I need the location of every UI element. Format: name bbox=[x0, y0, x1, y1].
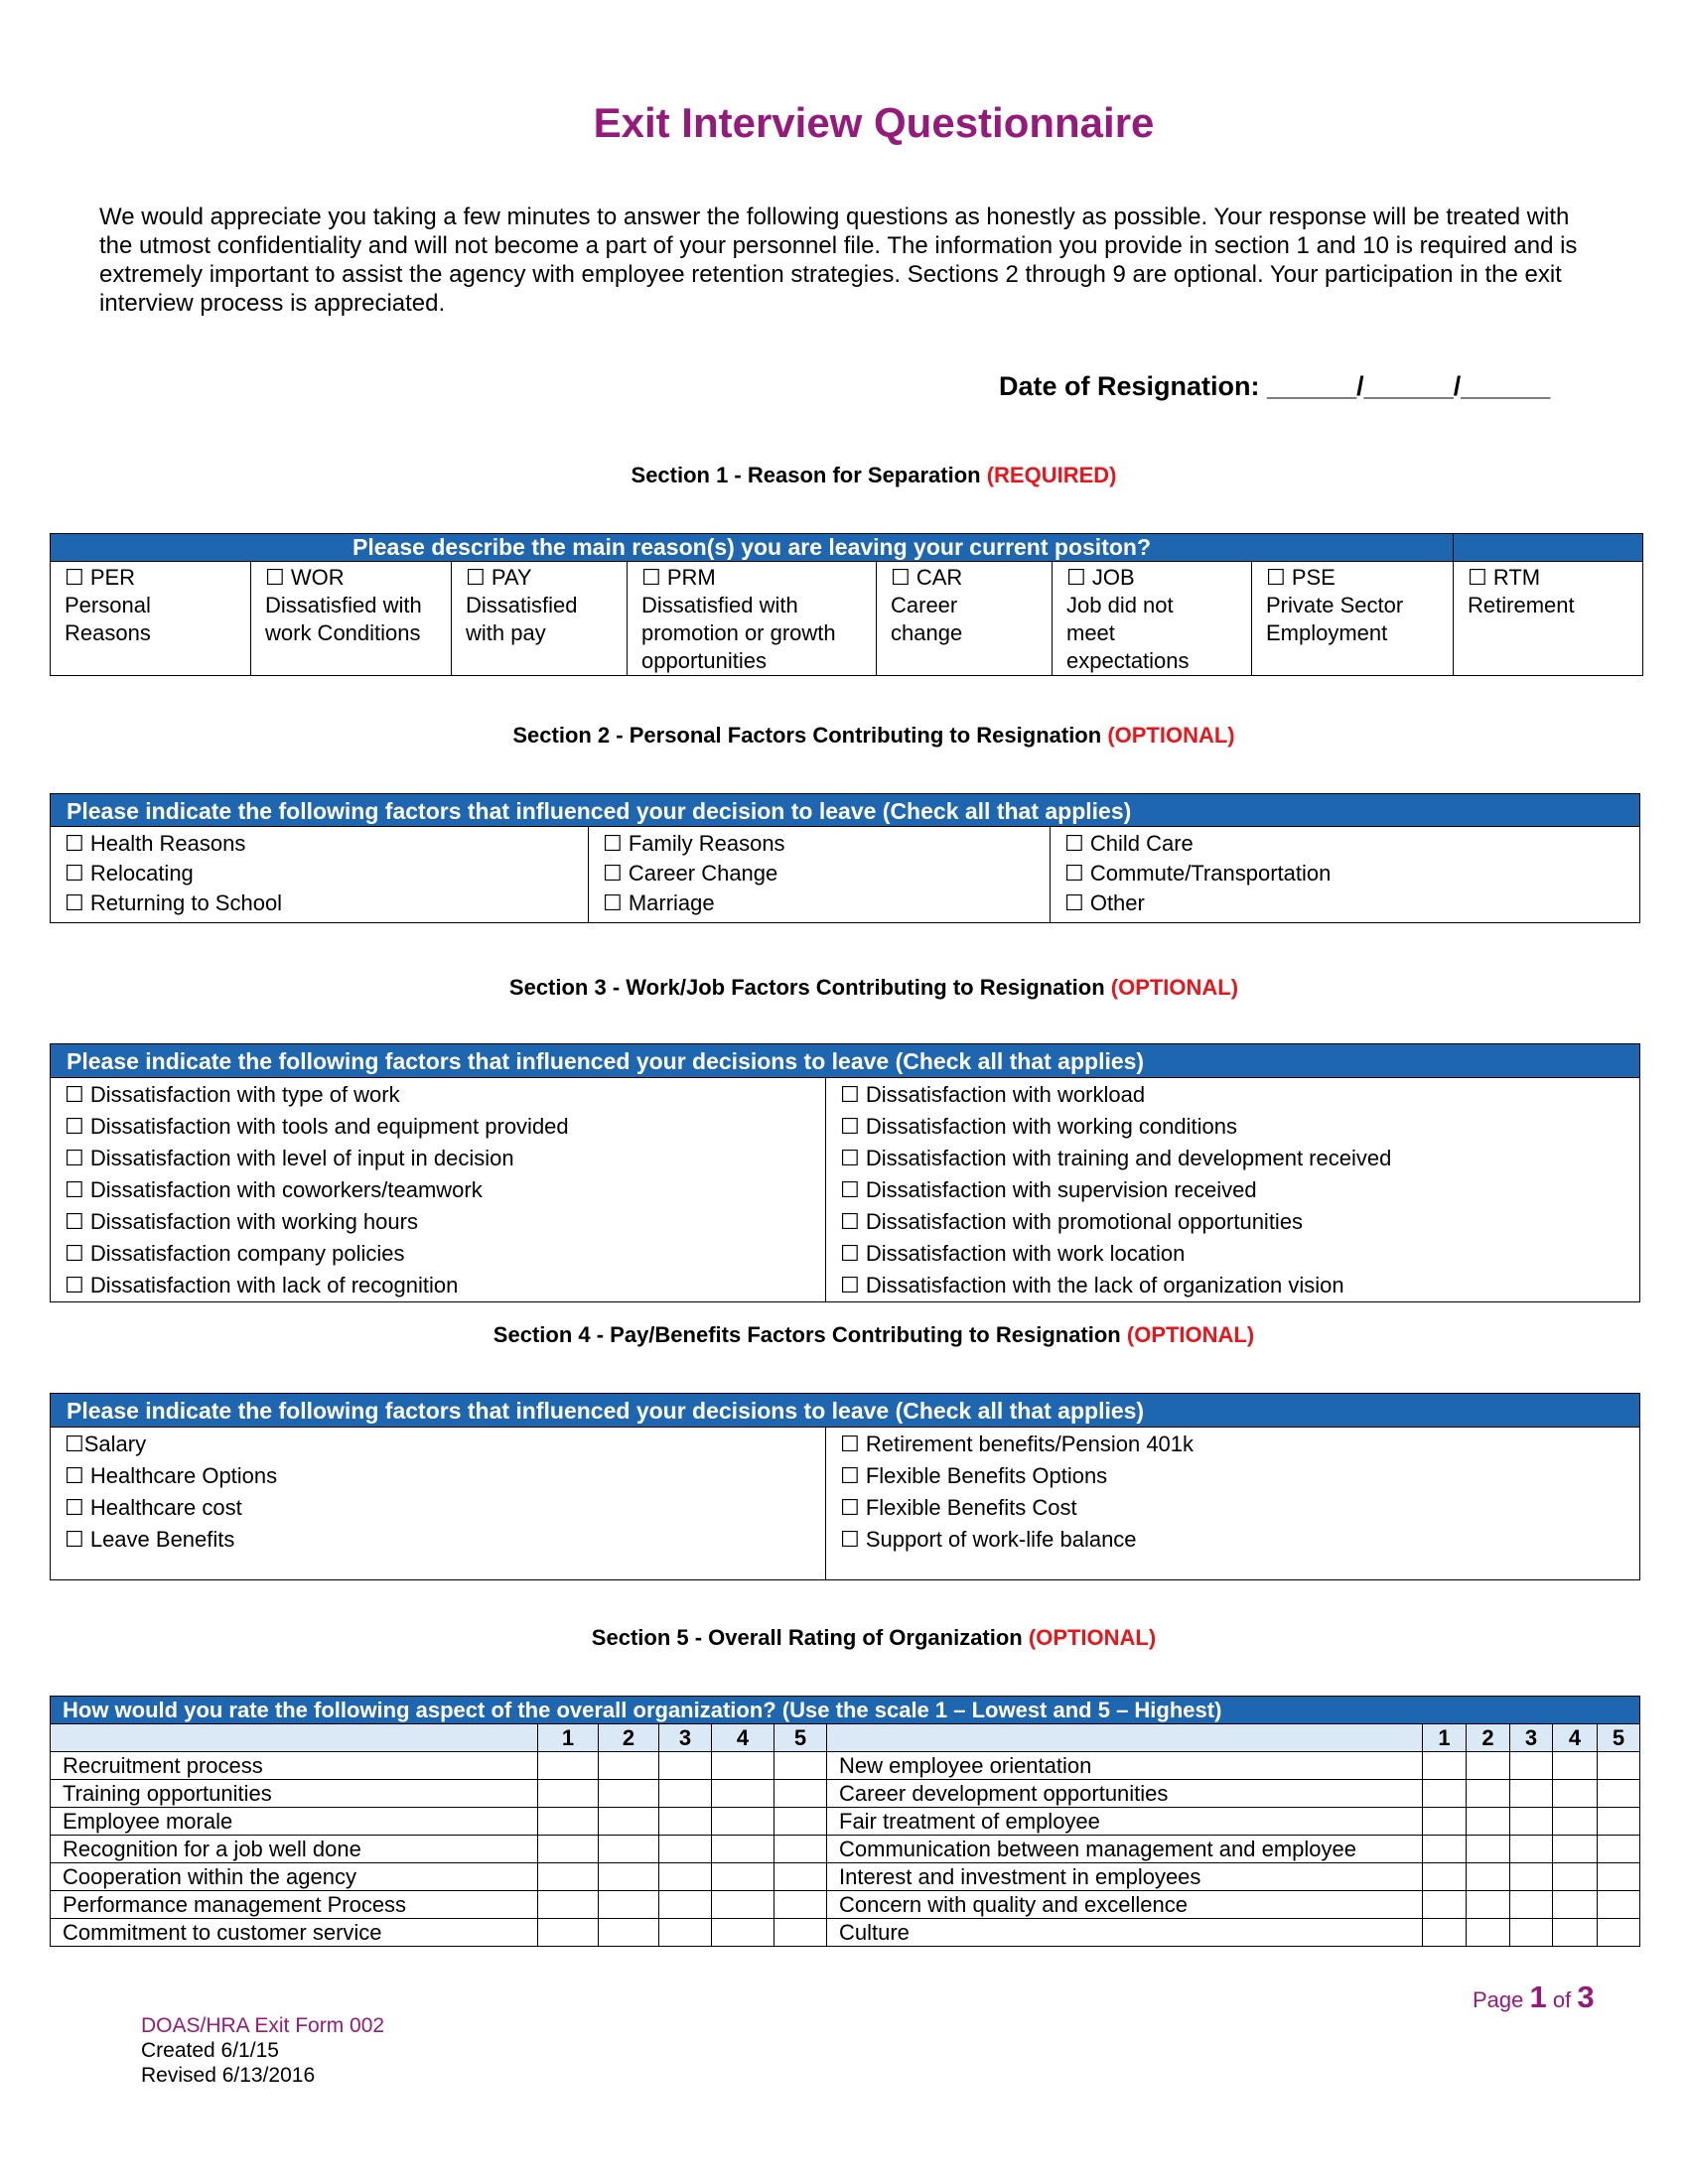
checkbox-column bbox=[1051, 827, 1640, 923]
rating-cell[interactable] bbox=[659, 1780, 712, 1808]
reason-checkbox-label: ☐ PER bbox=[65, 565, 136, 590]
rating-cell[interactable] bbox=[712, 1752, 774, 1780]
rating-cell[interactable] bbox=[1423, 1836, 1467, 1863]
section4-optional-tag: (OPTIONAL) bbox=[1126, 1322, 1255, 1347]
page-number bbox=[1473, 1979, 1595, 2015]
rating-cell[interactable] bbox=[1423, 1752, 1467, 1780]
rating-cell[interactable] bbox=[599, 1780, 659, 1808]
reason-description: Job did not bbox=[1066, 593, 1174, 617]
checkbox-item[interactable]: ☐ Dissatisfaction with promotional opportunities bbox=[840, 1209, 1304, 1234]
reason-checkbox-label: ☐ RTM bbox=[1468, 565, 1541, 590]
rating-aspect: Employee morale bbox=[51, 1808, 538, 1836]
rating-row bbox=[51, 1891, 1640, 1919]
checkbox-item[interactable]: ☐ Flexible Benefits Options bbox=[840, 1463, 1108, 1488]
rating-cell[interactable] bbox=[1598, 1836, 1640, 1863]
section4-title bbox=[0, 1322, 1688, 1348]
reason-description: work Conditions bbox=[265, 620, 421, 645]
rating-cell[interactable] bbox=[1553, 1891, 1598, 1919]
rating-cell[interactable] bbox=[659, 1891, 712, 1919]
created-date: Created 6/1/15 bbox=[141, 2039, 279, 2062]
rating-cell[interactable] bbox=[1510, 1808, 1553, 1836]
checkbox-item[interactable]: ☐ Retirement benefits/Pension 401k bbox=[840, 1432, 1195, 1456]
rating-cell[interactable] bbox=[1510, 1752, 1553, 1780]
checkbox-item[interactable]: ☐ Dissatisfaction with level of input in decision bbox=[65, 1146, 514, 1170]
rating-cell[interactable] bbox=[1467, 1919, 1510, 1947]
rating-aspect: Recruitment process bbox=[51, 1752, 538, 1780]
scale-label: 3 bbox=[659, 1724, 712, 1752]
reason-description: expectations bbox=[1066, 648, 1190, 673]
rating-cell[interactable] bbox=[1423, 1919, 1467, 1947]
section4-table bbox=[50, 1393, 1640, 1580]
checkbox-item[interactable]: ☐Salary bbox=[65, 1432, 147, 1456]
section5-header: How would you rate the following aspect of the overall organization? (Use the scale 1 – Lowest and 5 – Highest) bbox=[51, 1697, 1640, 1724]
rating-cell[interactable] bbox=[659, 1863, 712, 1891]
rating-cell[interactable] bbox=[1423, 1891, 1467, 1919]
checkbox-item[interactable]: ☐ Marriage bbox=[603, 890, 715, 915]
section2-header: Please indicate the following factors that influenced your decision to leave (Check all that applies) bbox=[51, 794, 1640, 827]
rating-cell[interactable] bbox=[1467, 1752, 1510, 1780]
reason-description: Dissatisfied with bbox=[641, 593, 798, 617]
checkbox-item[interactable]: ☐ Flexible Benefits Cost bbox=[840, 1495, 1077, 1520]
reason-description: Career bbox=[891, 593, 958, 617]
section1-table bbox=[50, 533, 1643, 676]
section1-title-text: Section 1 - Reason for Separation bbox=[631, 463, 987, 487]
rating-cell[interactable] bbox=[712, 1891, 774, 1919]
reason-checkbox-label: ☐ PAY bbox=[466, 565, 532, 590]
revised-date: Revised 6/13/2016 bbox=[141, 2064, 316, 2087]
scale-label: 2 bbox=[1467, 1724, 1510, 1752]
section3-title-text: Section 3 - Work/Job Factors Contributing to Resignation bbox=[508, 975, 1111, 1000]
section3-title bbox=[0, 975, 1688, 1001]
intro-paragraph: We would appreciate you taking a few minutes to answer the following questions as honestly as possible. Your response will be treated with the utmost confidentiality and will not become a part of your personnel file. The information you provide in section 1 and 10 is required and is extremely important to assist the agency with employee retention strategies. Sections 2 through 9 are optional. Your participation in the exit interview process is appreciated. bbox=[99, 204, 1578, 317]
rating-cell[interactable] bbox=[659, 1836, 712, 1863]
reason-description: Private Sector bbox=[1266, 593, 1404, 617]
resignation-date bbox=[999, 371, 1550, 402]
rating-cell[interactable] bbox=[1423, 1780, 1467, 1808]
rating-cell[interactable] bbox=[774, 1808, 827, 1836]
rating-cell[interactable] bbox=[1423, 1808, 1467, 1836]
reason-option[interactable] bbox=[1053, 562, 1252, 676]
reason-description: change bbox=[891, 620, 963, 645]
rating-row bbox=[51, 1919, 1640, 1947]
reason-checkbox-label: ☐ WOR bbox=[265, 565, 345, 590]
scale-label: 3 bbox=[1510, 1724, 1553, 1752]
reason-option[interactable] bbox=[1454, 562, 1643, 676]
rating-cell[interactable] bbox=[538, 1891, 599, 1919]
rating-cell[interactable] bbox=[1598, 1808, 1640, 1836]
rating-cell[interactable] bbox=[659, 1919, 712, 1947]
rating-cell[interactable] bbox=[538, 1752, 599, 1780]
section3-header: Please indicate the following factors that influenced your decisions to leave (Check all that applies) bbox=[51, 1044, 1640, 1078]
reason-option[interactable] bbox=[877, 562, 1053, 676]
rating-cell[interactable] bbox=[1553, 1752, 1598, 1780]
scale-label: 1 bbox=[1423, 1724, 1467, 1752]
rating-cell[interactable] bbox=[599, 1808, 659, 1836]
page-of: of bbox=[1546, 1987, 1578, 2012]
checkbox-column bbox=[51, 1428, 826, 1580]
rating-cell[interactable] bbox=[1553, 1919, 1598, 1947]
rating-cell[interactable] bbox=[1553, 1836, 1598, 1863]
rating-row bbox=[51, 1863, 1640, 1891]
checkbox-item[interactable]: ☐ Career Change bbox=[603, 861, 778, 886]
rating-cell[interactable] bbox=[1598, 1780, 1640, 1808]
rating-aspect: Culture bbox=[827, 1919, 1423, 1947]
page-title: Exit Interview Questionnaire bbox=[593, 99, 1155, 146]
scale-label: 5 bbox=[1598, 1724, 1640, 1752]
checkbox-item[interactable]: ☐ Dissatisfaction with type of work bbox=[65, 1082, 400, 1107]
reason-option[interactable] bbox=[1252, 562, 1454, 676]
rating-aspect: Communication between management and employee bbox=[827, 1836, 1423, 1863]
section2-title-text: Section 2 - Personal Factors Contributing to Resignation bbox=[512, 723, 1108, 748]
checkbox-item[interactable]: ☐ Relocating bbox=[65, 861, 194, 886]
checkbox-column bbox=[51, 827, 589, 923]
rating-cell[interactable] bbox=[1510, 1836, 1553, 1863]
reason-checkbox-label: ☐ JOB bbox=[1066, 565, 1135, 590]
rating-cell[interactable] bbox=[1467, 1808, 1510, 1836]
checkbox-item[interactable]: ☐ Dissatisfaction company policies bbox=[65, 1241, 405, 1266]
checkbox-item[interactable]: ☐ Dissatisfaction with lack of recognition bbox=[65, 1273, 459, 1297]
rating-aspect: Performance management Process bbox=[51, 1891, 538, 1919]
rating-cell[interactable] bbox=[774, 1863, 827, 1891]
checkbox-column bbox=[826, 1078, 1640, 1302]
checkbox-item[interactable]: ☐ Leave Benefits bbox=[65, 1527, 235, 1552]
rating-aspect: Fair treatment of employee bbox=[827, 1808, 1423, 1836]
rating-cell[interactable] bbox=[659, 1752, 712, 1780]
rating-aspect: Career development opportunities bbox=[827, 1780, 1423, 1808]
rating-cell[interactable] bbox=[1598, 1919, 1640, 1947]
reason-checkbox-label: ☐ CAR bbox=[891, 565, 963, 590]
section1-title bbox=[0, 463, 1688, 488]
section4-header: Please indicate the following factors that influenced your decisions to leave (Check all that applies) bbox=[51, 1394, 1640, 1428]
section4-title-text: Section 4 - Pay/Benefits Factors Contributing to Resignation bbox=[492, 1322, 1127, 1347]
checkbox-item[interactable]: ☐ Dissatisfaction with work location bbox=[840, 1241, 1186, 1266]
checkbox-item[interactable]: ☐ Dissatisfaction with working conditions bbox=[840, 1114, 1237, 1139]
rating-row bbox=[51, 1836, 1640, 1863]
rating-cell[interactable] bbox=[1553, 1780, 1598, 1808]
reason-description: Dissatisfied with bbox=[265, 593, 422, 617]
section5-table bbox=[50, 1696, 1640, 1947]
rating-cell[interactable] bbox=[712, 1808, 774, 1836]
checkbox-item[interactable]: ☐ Dissatisfaction with working hours bbox=[65, 1209, 418, 1234]
page-current: 1 bbox=[1529, 1979, 1547, 2014]
checkbox-item[interactable]: ☐ Healthcare Options bbox=[65, 1463, 278, 1488]
rating-cell[interactable] bbox=[1467, 1836, 1510, 1863]
reason-option[interactable] bbox=[51, 562, 251, 676]
scale-label: 1 bbox=[538, 1724, 599, 1752]
rating-aspect: Concern with quality and excellence bbox=[827, 1891, 1423, 1919]
checkbox-item[interactable]: ☐ Dissatisfaction with supervision received bbox=[840, 1177, 1257, 1202]
rating-cell[interactable] bbox=[712, 1836, 774, 1863]
rating-cell[interactable] bbox=[774, 1780, 827, 1808]
reason-description: Dissatisfied bbox=[466, 593, 578, 617]
reason-description: Personal bbox=[65, 593, 151, 617]
rating-row bbox=[51, 1808, 1640, 1836]
rating-cell[interactable] bbox=[538, 1808, 599, 1836]
checkbox-item[interactable]: ☐ Dissatisfaction with tools and equipment provided bbox=[65, 1114, 569, 1139]
checkbox-item[interactable]: ☐ Dissatisfaction with workload bbox=[840, 1082, 1146, 1107]
section5-title-text: Section 5 - Overall Rating of Organization bbox=[591, 1625, 1029, 1650]
rating-aspect: Recognition for a job well done bbox=[51, 1836, 538, 1863]
reason-option[interactable] bbox=[628, 562, 877, 676]
section5-title bbox=[0, 1625, 1688, 1651]
reason-option[interactable] bbox=[251, 562, 452, 676]
rating-cell[interactable] bbox=[1510, 1919, 1553, 1947]
checkbox-item[interactable]: ☐ Returning to School bbox=[65, 890, 283, 915]
checkbox-item[interactable]: ☐ Healthcare cost bbox=[65, 1495, 242, 1520]
section3-optional-tag: (OPTIONAL) bbox=[1110, 975, 1239, 1000]
rating-cell[interactable] bbox=[712, 1780, 774, 1808]
scale-label: 2 bbox=[599, 1724, 659, 1752]
rating-aspect: Commitment to customer service bbox=[51, 1919, 538, 1947]
rating-cell[interactable] bbox=[1467, 1780, 1510, 1808]
rating-cell[interactable] bbox=[1467, 1863, 1510, 1891]
rating-cell[interactable] bbox=[1598, 1891, 1640, 1919]
checkbox-item[interactable]: ☐ Support of work-life balance bbox=[840, 1527, 1137, 1552]
section1-required-tag: (REQUIRED) bbox=[986, 463, 1117, 487]
rating-cell[interactable] bbox=[1510, 1780, 1553, 1808]
reason-description: meet bbox=[1066, 620, 1115, 645]
rating-aspect: Cooperation within the agency bbox=[51, 1863, 538, 1891]
reason-description: with pay bbox=[466, 620, 546, 645]
rating-cell[interactable] bbox=[1553, 1863, 1598, 1891]
rating-cell[interactable] bbox=[599, 1891, 659, 1919]
scale-label: 4 bbox=[1553, 1724, 1598, 1752]
rating-cell[interactable] bbox=[1423, 1863, 1467, 1891]
checkbox-item[interactable]: ☐ Dissatisfaction with coworkers/teamwork bbox=[65, 1177, 483, 1202]
checkbox-item[interactable]: ☐ Dissatisfaction with the lack of organization vision bbox=[840, 1273, 1344, 1297]
section1-header: Please describe the main reason(s) you are leaving your current positon? bbox=[51, 534, 1454, 562]
reason-description: Employment bbox=[1266, 620, 1388, 645]
rating-cell[interactable] bbox=[1510, 1891, 1553, 1919]
rating-cell[interactable] bbox=[712, 1863, 774, 1891]
rating-cell[interactable] bbox=[774, 1752, 827, 1780]
section2-title bbox=[0, 723, 1688, 749]
rating-cell[interactable] bbox=[774, 1891, 827, 1919]
resignation-date-label: Date of Resignation: bbox=[999, 371, 1260, 401]
rating-row bbox=[51, 1780, 1640, 1808]
section2-optional-tag: (OPTIONAL) bbox=[1107, 723, 1235, 748]
scale-label: 4 bbox=[712, 1724, 774, 1752]
rating-cell[interactable] bbox=[1510, 1863, 1553, 1891]
rating-cell[interactable] bbox=[774, 1836, 827, 1863]
rating-row bbox=[51, 1752, 1640, 1780]
rating-cell[interactable] bbox=[1598, 1752, 1640, 1780]
rating-cell[interactable] bbox=[599, 1836, 659, 1863]
rating-cell[interactable] bbox=[538, 1863, 599, 1891]
reason-description: Reasons bbox=[65, 620, 151, 645]
checkbox-column bbox=[589, 827, 1051, 923]
footer bbox=[141, 2013, 384, 2088]
rating-cell[interactable] bbox=[774, 1919, 827, 1947]
form-id: DOAS/HRA Exit Form 002 bbox=[141, 2014, 385, 2037]
section5-optional-tag: (OPTIONAL) bbox=[1028, 1625, 1157, 1650]
checkbox-item[interactable]: ☐ Dissatisfaction with training and development received bbox=[840, 1146, 1392, 1170]
rating-cell[interactable] bbox=[659, 1808, 712, 1836]
rating-aspect: Training opportunities bbox=[51, 1780, 538, 1808]
checkbox-item[interactable]: ☐ Child Care bbox=[1064, 831, 1194, 856]
scale-spacer bbox=[827, 1724, 1423, 1752]
rating-cell[interactable] bbox=[599, 1752, 659, 1780]
reason-checkbox-label: ☐ PRM bbox=[641, 565, 716, 590]
rating-cell[interactable] bbox=[1467, 1891, 1510, 1919]
rating-cell[interactable] bbox=[599, 1919, 659, 1947]
reason-description: opportunities bbox=[641, 648, 767, 673]
rating-cell[interactable] bbox=[1553, 1808, 1598, 1836]
section3-table bbox=[50, 1043, 1640, 1302]
rating-aspect: New employee orientation bbox=[827, 1752, 1423, 1780]
reason-option[interactable] bbox=[452, 562, 628, 676]
section2-table bbox=[50, 793, 1640, 923]
page-prefix: Page bbox=[1473, 1987, 1530, 2012]
scale-label: 5 bbox=[774, 1724, 827, 1752]
rating-aspect: Interest and investment in employees bbox=[827, 1863, 1423, 1891]
resignation-date-field[interactable]: ______/______/______ bbox=[1259, 371, 1551, 401]
page-total: 3 bbox=[1577, 1979, 1595, 2014]
checkbox-column bbox=[826, 1428, 1640, 1580]
checkbox-item[interactable]: ☐ Family Reasons bbox=[603, 831, 785, 856]
reason-description: promotion or growth bbox=[641, 620, 836, 645]
rating-cell[interactable] bbox=[538, 1780, 599, 1808]
rating-cell[interactable] bbox=[538, 1836, 599, 1863]
rating-cell[interactable] bbox=[538, 1919, 599, 1947]
checkbox-column bbox=[51, 1078, 826, 1302]
rating-cell[interactable] bbox=[1598, 1863, 1640, 1891]
rating-cell[interactable] bbox=[712, 1919, 774, 1947]
rating-cell[interactable] bbox=[599, 1863, 659, 1891]
checkbox-item[interactable]: ☐ Health Reasons bbox=[65, 831, 246, 856]
scale-spacer bbox=[51, 1724, 538, 1752]
checkbox-item[interactable]: ☐ Other bbox=[1064, 890, 1145, 915]
reason-description: Retirement bbox=[1468, 593, 1575, 617]
checkbox-item[interactable]: ☐ Commute/Transportation bbox=[1064, 861, 1332, 886]
reason-checkbox-label: ☐ PSE bbox=[1266, 565, 1336, 590]
